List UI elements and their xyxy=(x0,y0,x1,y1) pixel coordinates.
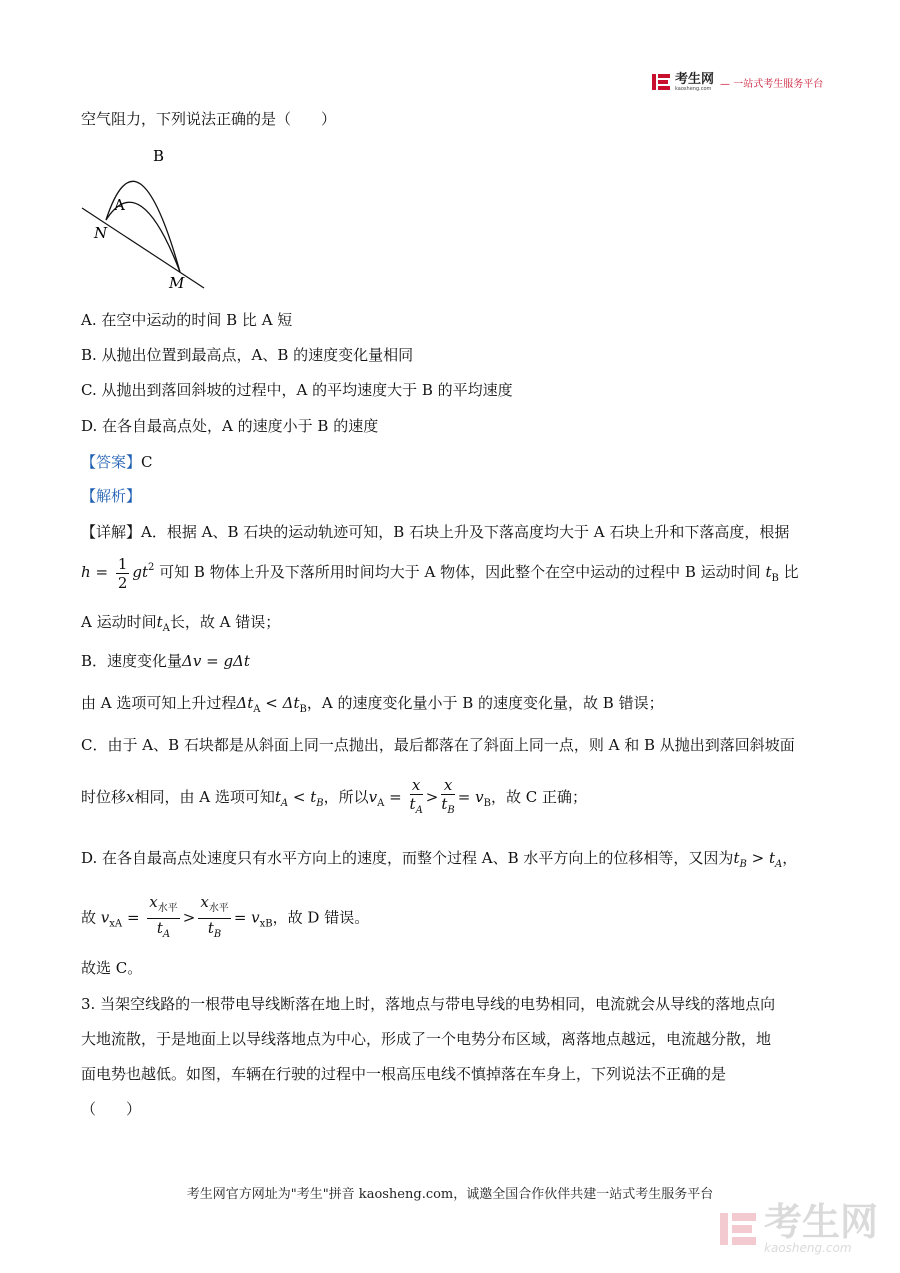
frac-tb: t xyxy=(441,795,448,813)
answer-value: C xyxy=(141,453,153,471)
detail-line-7 xyxy=(81,775,587,826)
frac-tb4: t xyxy=(207,919,214,937)
frac-xh1-sub: 水平 xyxy=(157,903,178,914)
math-dta: Δt xyxy=(236,694,254,712)
math-eq: = xyxy=(95,563,109,581)
fraction-x-tb xyxy=(441,776,454,820)
analysis-label: 【解析】 xyxy=(81,487,142,505)
label-n: N xyxy=(94,224,108,242)
math-gt3: > xyxy=(182,908,196,927)
footer-text[interactable]: 考生网官方网址为"考生"拼音 kaosheng.com，诚邀全国合作伙伴共建一站式考生服务平台 xyxy=(186,1187,714,1202)
math-x: x xyxy=(126,788,135,806)
logo-domain: kaosheng.com xyxy=(675,85,712,92)
math-vxb: v xyxy=(251,908,260,927)
detail-line-4 xyxy=(81,651,250,671)
logo-wordmark xyxy=(675,73,714,92)
detail-text-7a: 时位移 xyxy=(81,788,127,806)
q3-line-2: 大地流散，于是地面上以导线落地点为中心，形成了一个电势分布区域，离落地点越远，电流越分散，地 xyxy=(81,1030,772,1048)
watermark-text: 考生网 xyxy=(764,1200,879,1244)
math-t: t xyxy=(141,563,148,581)
math-va-sub: A xyxy=(377,798,385,809)
math-dtb-sub: B xyxy=(299,704,307,715)
frac-tb-sub: B xyxy=(447,805,455,816)
math-lt: < xyxy=(265,694,278,712)
header-slogan: — 一站式考生服务平台 xyxy=(720,78,824,90)
math-ta2-sub: A xyxy=(280,798,289,809)
detail-text-8: D. 在各自最高点处速度只有水平方向上的速度，而整个过程 A、B 水平方向上的位移相等，又因为 xyxy=(81,849,734,867)
detail-line-3 xyxy=(81,612,280,639)
math-tb3-sub: B xyxy=(739,859,747,870)
detail-label: 【详解】 xyxy=(81,523,142,541)
answer-label: 【答案】 xyxy=(81,453,142,471)
incline-line xyxy=(82,208,204,288)
math-vb: v xyxy=(475,788,484,806)
frac-x1: x xyxy=(410,776,423,795)
detail-text-2: 可知 B 物体上升及下落所用时间均大于 A 物体，因此整个在空中运动的过程中 B 运动时间 xyxy=(159,563,761,581)
label-m: M xyxy=(169,274,185,292)
math-ta2: t xyxy=(274,788,281,806)
math-vxa-sub: xA xyxy=(109,918,123,930)
detail-line-8 xyxy=(81,848,797,875)
detail-line-2 xyxy=(81,550,799,597)
slogan-text: 一站式考生服务平台 xyxy=(733,78,824,90)
frac-xh1: x xyxy=(149,893,158,911)
math-h: h xyxy=(81,563,91,581)
detail-line-1 xyxy=(81,522,789,542)
frac-ta-sub: A xyxy=(415,805,423,816)
frac-tb4-sub: B xyxy=(213,929,222,940)
detail-text-5a: 由 A 选项可知上升过程 xyxy=(81,694,237,712)
fraction-xh-ta xyxy=(147,893,179,944)
detail-text-1: A．根据 A、B 石块的运动轨迹可知，B 石块上升及下落高度均大于 A 石块上升和下落高度，根据 xyxy=(141,523,790,541)
frac-ta: t xyxy=(409,795,416,813)
math-tb3: t xyxy=(733,849,740,867)
detail-text-4: B．速度变化量 xyxy=(81,652,183,670)
option-b: B. 从抛出位置到最高点，A、B 的速度变化量相同 xyxy=(81,346,414,364)
q3-line-4: （ ） xyxy=(81,1100,142,1118)
math-vxa: v xyxy=(100,908,110,927)
frac-xh2-sub: 水平 xyxy=(208,903,229,914)
detail-text-2-end: 比 xyxy=(783,563,799,581)
q3-line-3: 面电势也越低。如图，车辆在行驶的过程中一根高压电线不慎掉落在车身上，下列说法不正确的是 xyxy=(81,1065,727,1083)
math-tb-sub: B xyxy=(771,573,779,584)
math-eq3: = xyxy=(457,788,471,806)
math-ta-sub: A xyxy=(162,623,170,634)
detail-text-9b: ，故 D 错误。 xyxy=(272,908,370,927)
math-eq4: = xyxy=(126,908,140,927)
detail-line-9 xyxy=(81,893,369,947)
math-tb2: t xyxy=(310,788,317,806)
question-stem-tail: 空气阻力，下列说法正确的是（ ） xyxy=(81,110,337,128)
math-ta: t xyxy=(156,613,163,631)
detail-line-10: 故选 C。 xyxy=(81,959,143,977)
detail-text-5b: ，A 的速度变化量小于 B 的速度变化量，故 B 错误； xyxy=(306,694,664,712)
option-d: D. 在各自最高点处，A 的速度小于 B 的速度 xyxy=(81,417,379,435)
fraction-half xyxy=(116,555,130,592)
frac-num: 1 xyxy=(117,554,128,573)
label-a: A xyxy=(114,196,125,214)
trajectory-b xyxy=(106,181,180,272)
label-b: B xyxy=(153,147,165,165)
watermark-domain: kaosheng.com xyxy=(764,1241,852,1255)
math-dv: Δv = gΔt xyxy=(182,652,250,670)
frac-ta4: t xyxy=(156,919,163,937)
detail-text-9a: 故 xyxy=(81,908,97,927)
math-dta-sub: A xyxy=(253,704,261,715)
detail-text-7d: ，故 C 正确； xyxy=(490,788,587,806)
math-sq: 2 xyxy=(148,562,155,573)
detail-text-7c: ，所以 xyxy=(323,788,369,806)
math-dtb: Δt xyxy=(282,694,300,712)
option-c: C. 从抛出到落回斜坡的过程中，A 的平均速度大于 B 的平均速度 xyxy=(81,381,513,399)
detail-text-3a: A 运动时间 xyxy=(81,613,157,631)
logo-mark-icon xyxy=(651,72,671,92)
math-vb-sub: B xyxy=(483,798,491,809)
answer-line xyxy=(81,452,153,472)
detail-line-6: C．由于 A、B 石块都是从斜面上同一点抛出，最后都落在了斜面上同一点，则 A 和 B 从抛出到落回斜坡面 xyxy=(81,736,795,754)
frac-den: 2 xyxy=(117,573,128,592)
math-gt2: > xyxy=(751,849,765,867)
header-logo[interactable] xyxy=(651,70,823,94)
detail-text-7b: 相同，由 A 选项可知 xyxy=(134,788,275,806)
math-vxb-sub: xB xyxy=(259,918,273,930)
detail-text-8-end: ， xyxy=(782,849,798,867)
watermark-logo-icon xyxy=(718,1209,758,1249)
math-gt: > xyxy=(425,788,439,806)
math-eq2: = xyxy=(389,788,402,806)
math-lt2: < xyxy=(292,788,306,806)
option-a: A. 在空中运动的时间 B 比 A 短 xyxy=(81,311,293,329)
detail-text-3b: 长，故 A 错误； xyxy=(169,613,281,631)
math-va: v xyxy=(368,788,378,806)
frac-x2: x xyxy=(441,776,454,795)
math-tb: t xyxy=(765,563,772,581)
math-ta3-sub: A xyxy=(775,859,783,870)
math-tb2-sub: B xyxy=(316,798,324,809)
trajectory-figure xyxy=(78,142,213,292)
math-eq5: = xyxy=(233,908,247,927)
fraction-x-ta xyxy=(410,776,423,820)
frac-ta4-sub: A xyxy=(162,929,171,940)
watermark xyxy=(718,1200,879,1255)
math-ta3: t xyxy=(768,849,775,867)
fraction-xh-tb xyxy=(198,893,230,944)
q3-line-1: 3. 当架空线路的一根带电导线断落在地上时，落地点与带电导线的电势相同，电流就会从导线的落地点向 xyxy=(81,995,776,1013)
detail-line-5 xyxy=(81,693,664,720)
frac-xh2: x xyxy=(200,893,209,911)
math-g: g xyxy=(132,563,142,581)
logo-name: 考生网 xyxy=(675,71,715,87)
